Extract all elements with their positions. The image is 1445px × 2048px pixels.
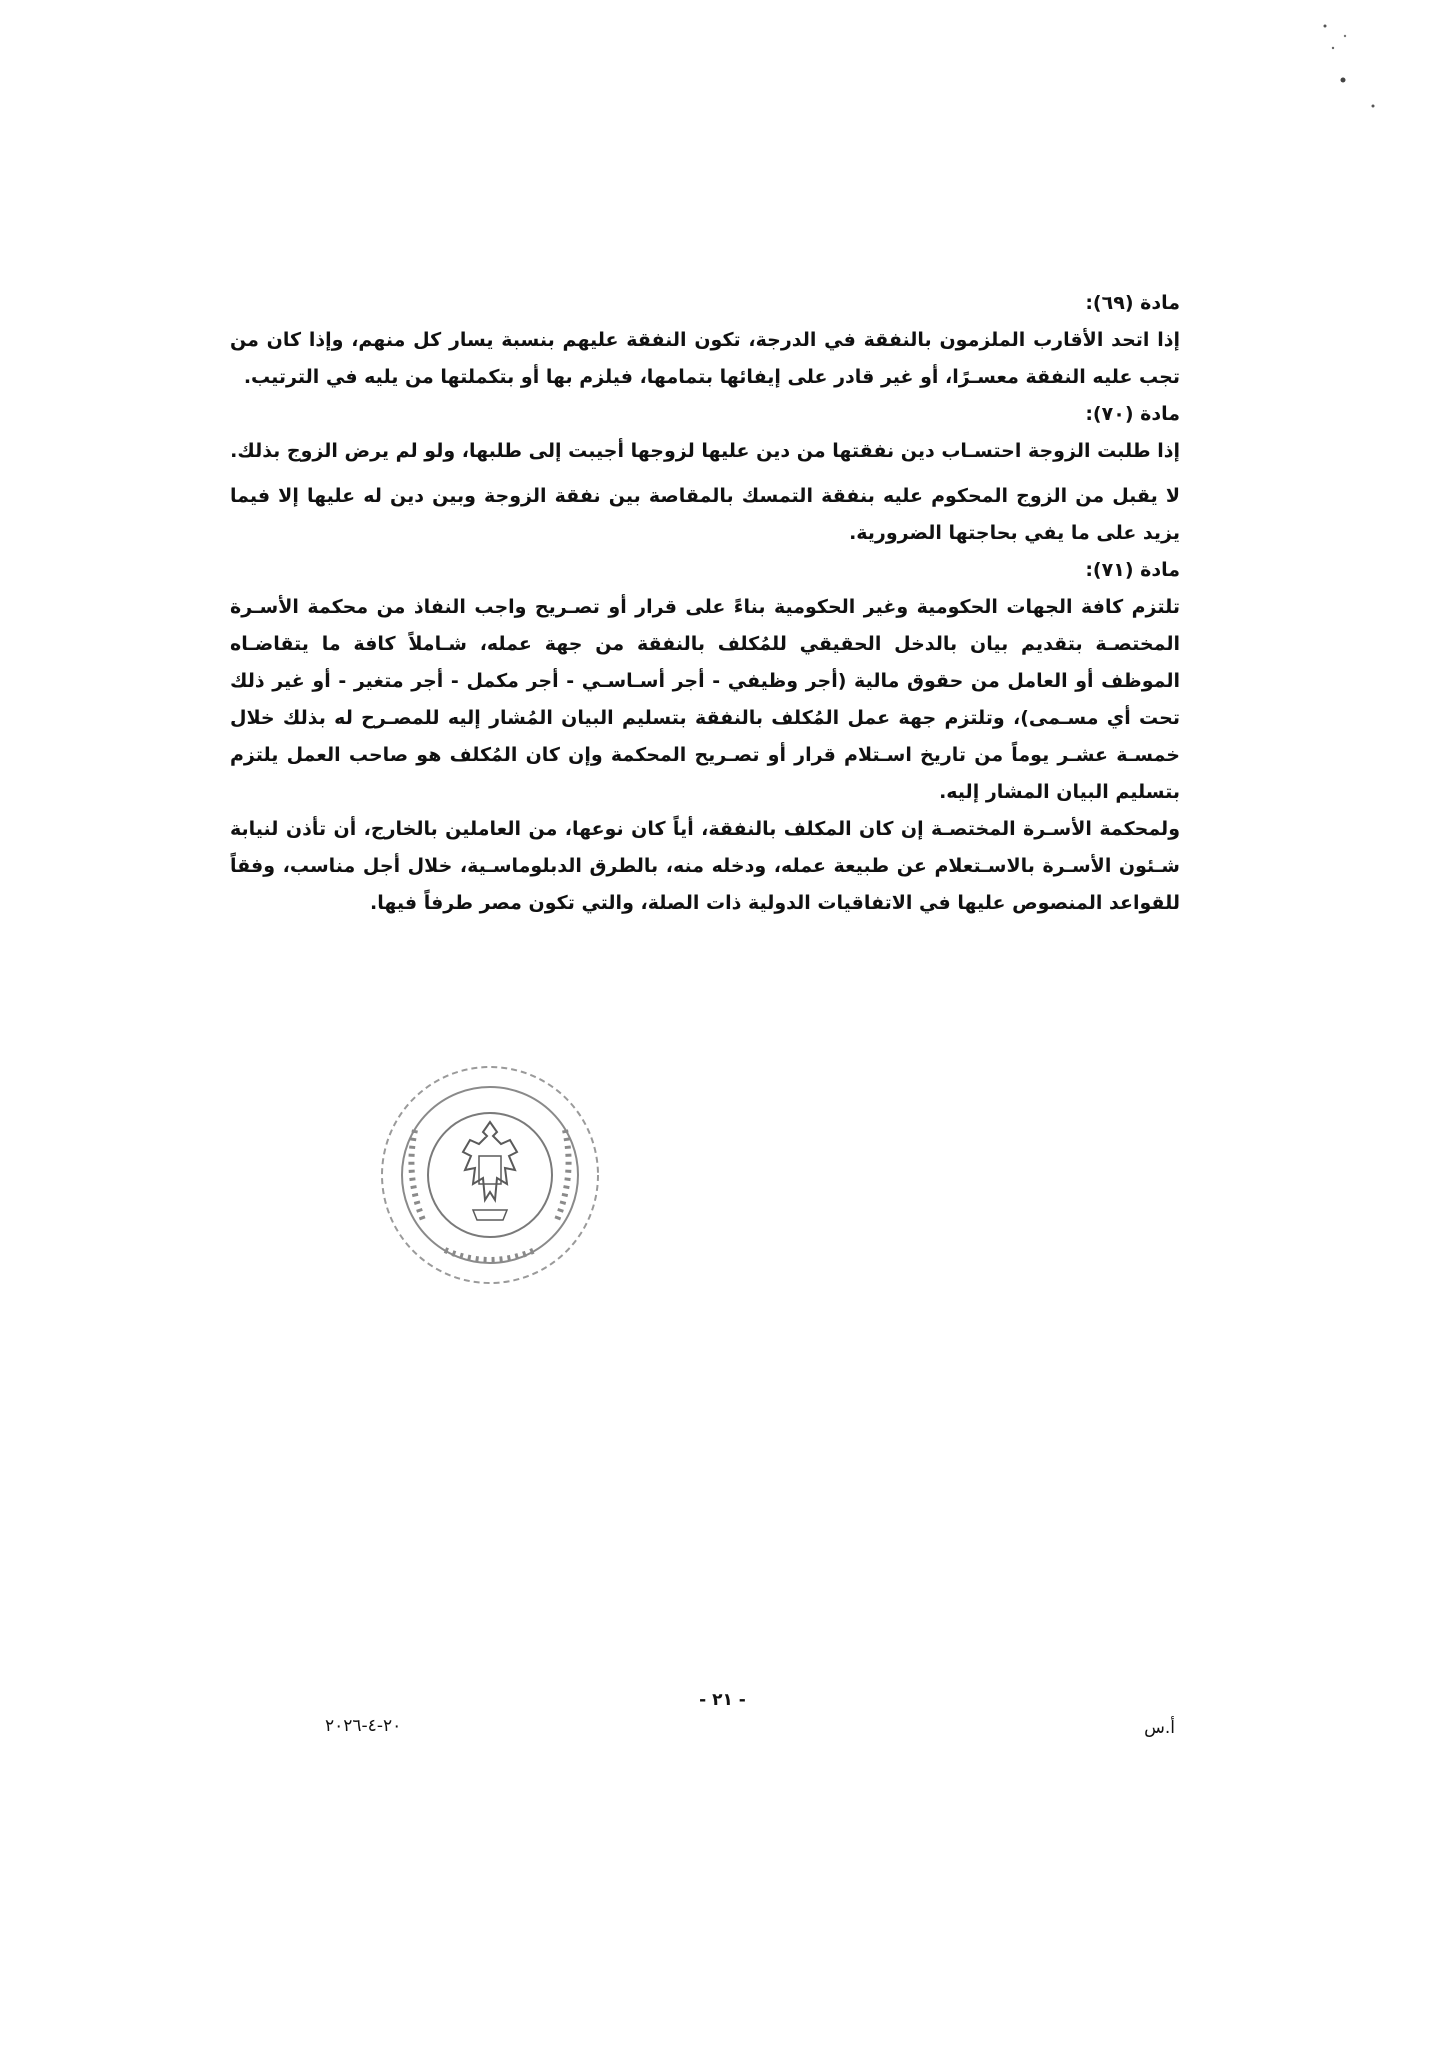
article-heading: مادة (٧٠): <box>1085 403 1180 425</box>
page-number: - ٢١ - <box>699 1690 746 1710</box>
article-69 <box>230 285 1180 396</box>
footer-date: ٢٠-٤-٢٠٢٦ <box>325 1716 402 1736</box>
article-70 <box>230 396 1180 552</box>
footer-initials: أ.س <box>1144 1718 1175 1738</box>
article-paragraph: لا يقبل من الزوج المحكوم عليه بنفقة التمسك بالمقاصة بين نفقة الزوجة وبين دين له عليها إلا فيما يزيد على ما يفي بحاجتها الضرورية. <box>230 485 1180 544</box>
scan-specks-icon <box>1305 18 1385 108</box>
article-paragraph: ولمحكمة الأسـرة المختصـة إن كان المكلف بالنفقة، أياً كان نوعها، من العاملين بالخارج، أن تأذن لنيابة شـئون الأسـرة بالاسـتعلام عن طبيعة عمله، ودخله منه، بالطرق الدبلوماسـية، خلال أجل مناسب، وفقاً للقواعد المنصوص عليها في الاتفاقيات الدولية ذات الصلة، والتي تكون مصر طرفاً فيها. <box>230 818 1180 914</box>
document-body <box>230 285 1180 922</box>
eagle-seal-stamp-icon <box>375 1060 605 1290</box>
article-paragraph: إذا طلبت الزوجة احتسـاب دين نفقتها من دين عليها لزوجها أجيبت إلى طلبها، ولو لم يرض الزوج بذلك. <box>230 440 1180 462</box>
article-heading: مادة (٦٩): <box>1085 292 1180 314</box>
article-71 <box>230 552 1180 922</box>
article-paragraph: تلتزم كافة الجهات الحكومية وغير الحكومية بناءً على قرار أو تصـريح واجب النفاذ من محكمة الأسـرة المختصـة بتقديم بيان بالدخل الحقيقي للمُكلف بالنفقة من جهة عمله، شـاملاً كافة ما يتقاضـاه الموظف أو العامل من حقوق مالية (أجر وظيفي - أجر أسـاسـي - أجر مكمل - أجر متغير - أو غير ذلك تحت أي مسـمى)، وتلتزم جهة عمل المُكلف بالنفقة بتسليم البيان المُشار إليه للمصـرح له بذلك خلال خمسـة عشـر يوماً من تاريخ اسـتلام قرار أو تصـريح المحكمة وإن كان المُكلف هو صاحب العمل يلتزم بتسليم البيان المشار إليه. <box>230 596 1180 803</box>
article-heading: مادة (٧١): <box>1085 559 1180 581</box>
article-paragraph: إذا اتحد الأقارب الملزمون بالنفقة في الدرجة، تكون النفقة عليهم بنسبة يسار كل منهم، وإذا كان من تجب عليه النفقة معسـرًا، أو غير قادر على إيفائها بتمامها، فيلزم بها أو بتكملتها من يليه في الترتيب. <box>230 329 1180 388</box>
